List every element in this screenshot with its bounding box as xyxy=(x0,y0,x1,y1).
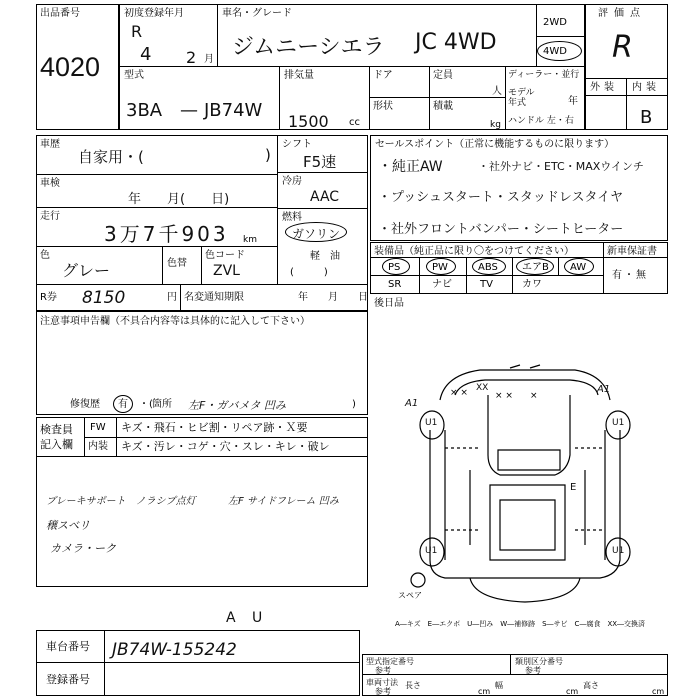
shape-label: 形状 xyxy=(373,101,393,112)
dealer-label: ディーラー・並行 xyxy=(508,70,580,80)
mark: U1 xyxy=(425,418,438,428)
mark: A1 xyxy=(405,398,419,409)
r-ticket-value: 8150 xyxy=(82,288,126,308)
class-label: 類別区分番号 xyxy=(515,657,563,666)
sales-item: ・プッシュスタート・スタッドレスタイヤ xyxy=(378,190,624,205)
ac-value: AAC xyxy=(310,189,340,205)
displacement-label: 排気量 xyxy=(284,70,314,81)
remark: ブレーキサポート ノラシプ点灯 xyxy=(46,496,196,507)
location-label: 箇所 xyxy=(152,399,172,410)
reg-label: 登録番号 xyxy=(46,673,90,686)
chassis-label: 車台番号 xyxy=(46,640,90,653)
damage-legend: A―キズ E―エクボ U―凹み W―補修跡 S―サビ C―腐食 XX―交換済 xyxy=(395,620,646,628)
svg-text:×: × xyxy=(530,391,538,401)
equip-tv: TV xyxy=(480,279,493,290)
color-label: 色 xyxy=(40,250,50,261)
mark: A U xyxy=(226,610,269,626)
load-label: 積載 xyxy=(433,101,453,112)
equip-sr: SR xyxy=(388,279,402,290)
shift-label: シフト xyxy=(282,139,312,150)
sales-label: セールスポイント（正常に機能するものに限ります） xyxy=(375,139,615,150)
history-label: 車歴 xyxy=(40,139,60,150)
size-label: 車両寸法 xyxy=(366,678,398,687)
fuel-label: 燃料 xyxy=(282,212,302,223)
fuel-value: ガソリン xyxy=(292,227,341,241)
mark: A1 xyxy=(597,384,611,395)
type-prefix: 3BA xyxy=(126,100,163,121)
equip-ps: PS xyxy=(388,262,401,273)
grade-eval-label: 評価点 xyxy=(598,8,646,19)
type-label: 型式 xyxy=(124,70,144,81)
equip-leather: カワ xyxy=(522,279,542,290)
model-name: ジムニーシエラ xyxy=(232,35,385,60)
sales-item: ・純正AW xyxy=(378,159,443,175)
doors-label: ドア xyxy=(373,70,393,81)
color-replace-label: 色替 xyxy=(167,258,187,269)
repair-value: 有 xyxy=(118,399,128,410)
diesel-label: 軽 油 xyxy=(310,251,340,262)
color-value: グレー xyxy=(62,261,111,280)
mileage-label: 走行 xyxy=(40,211,60,222)
warranty-value: 有・無 xyxy=(612,270,648,281)
rear-seat-label: 後日品 xyxy=(374,298,404,309)
history-value: 自家用・( xyxy=(78,148,144,166)
capacity-label: 定員 xyxy=(433,70,453,81)
remark: 左F サイドフレーム 凹み xyxy=(228,496,339,507)
type-designation-label: 型式指定番号 xyxy=(366,657,414,666)
chassis-value: JB74W-155242 xyxy=(112,640,237,660)
reg-month: 2 xyxy=(186,48,197,67)
location-value: 左F・ガバメタ 凹み xyxy=(188,399,286,412)
mark: E xyxy=(570,482,577,493)
warranty-label: 新車保証書 xyxy=(607,246,657,257)
grade: JC 4WD xyxy=(415,30,497,55)
type-value: JB74W xyxy=(204,100,263,121)
mark: U1 xyxy=(612,418,625,428)
inspection-label: 車検 xyxy=(40,178,60,189)
notes-label: 注意事項申告欄（不具合内容等は具体的に記入して下さい） xyxy=(40,316,310,327)
color-code-label: 色コード xyxy=(205,250,245,261)
interior-label: 内装 xyxy=(632,82,660,93)
svg-text:× ×: × × xyxy=(495,391,513,401)
equip-aw: AW xyxy=(570,262,587,273)
drive-2wd: 2WD xyxy=(543,17,567,28)
score: R xyxy=(612,30,633,65)
lot-number: 4020 xyxy=(40,52,101,82)
sales-item: ・社外フロントバンパー・シートヒーター xyxy=(378,222,624,237)
name-change-label: 名変通知期限 xyxy=(184,292,244,303)
remark: カメラ・ーク xyxy=(50,542,116,555)
interior-score: B xyxy=(640,107,653,128)
model-year-label: モデル年式 xyxy=(508,88,535,108)
equip-abs: ABS xyxy=(478,262,498,273)
equip-navi: ナビ xyxy=(432,279,452,290)
handle-label: ハンドル 左・右 xyxy=(508,116,574,126)
mileage-value: 3万7千903 xyxy=(104,222,229,246)
mark: XX xyxy=(476,383,489,393)
reg-year-label: 初度登録年月 xyxy=(124,8,184,19)
lot-label: 出品番号 xyxy=(40,8,80,19)
reg-era: R xyxy=(131,22,143,41)
ac-label: 冷房 xyxy=(282,176,302,187)
inspection-value: 年 月( 日) xyxy=(128,192,230,207)
shift-value: F5速 xyxy=(303,153,337,171)
remark: 穣スベリ xyxy=(46,519,90,532)
equipment-label: 装備品（純正品に限り〇をつけてください） xyxy=(374,246,574,257)
mark: U1 xyxy=(612,546,625,556)
color-code-value: ZVL xyxy=(213,263,240,279)
reg-year: 4 xyxy=(140,44,152,65)
name-change-value: 年 月 日 xyxy=(298,292,368,303)
inspector-label: 検査員記入欄 xyxy=(40,423,73,451)
sales-item: ・社外ナビ・ETC・MAXウインチ xyxy=(478,160,644,173)
model-name-label: 車名・グレード xyxy=(222,8,292,19)
equip-pw: PW xyxy=(432,262,448,273)
exterior-label: 外装 xyxy=(590,82,618,93)
repair-label: 修復歴 xyxy=(70,399,100,410)
equip-airbag: エアB xyxy=(522,262,549,273)
mark: U1 xyxy=(425,546,438,556)
svg-text:× ×: × × xyxy=(450,388,468,398)
displacement-value: 1500 xyxy=(288,112,329,131)
spare-label: スペア xyxy=(398,591,422,600)
r-ticket-label: R券 xyxy=(40,292,57,303)
drive-4wd: 4WD xyxy=(543,46,567,57)
